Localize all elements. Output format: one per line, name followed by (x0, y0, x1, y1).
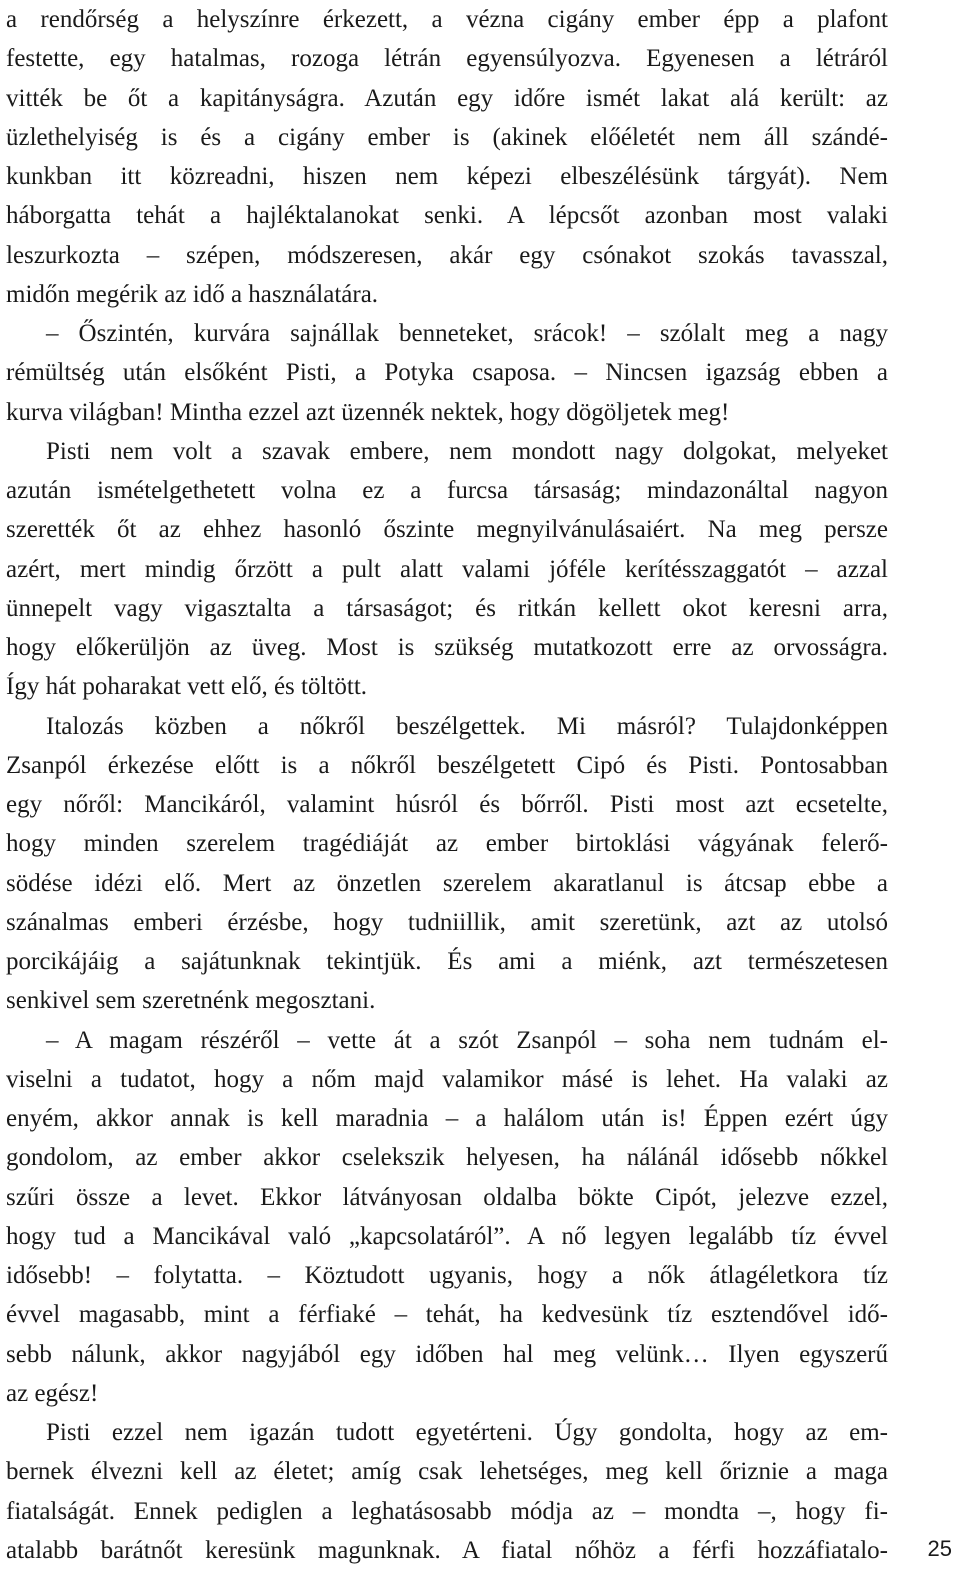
text-line: senkivel sem szeretnénk megosztani. (6, 987, 376, 1015)
text-line: azután ismételgethetett volna ez a furcsa társaság; mindazonáltal nagyon (6, 477, 888, 504)
text-line: festette, egy hatalmas, rozoga létrán egyensúlyozva. Egyenesen a létráról (6, 45, 888, 73)
text-line: szerették őt az ehhez hasonló őszinte megnyilvánulásaiért. Na meg persze (6, 516, 888, 544)
text-line: porcikájáig a sajátunknak tekintjük. És ami a miénk, azt természetesen (6, 948, 888, 975)
text-line: évvel magasabb, mint a férfiaké – tehát, ha kedvesünk tíz esztendővel idő- (6, 1301, 888, 1329)
text-line: södése idézi elő. Mert az önzetlen szerelem akaratlanul is átcsap ebbe a (6, 869, 888, 897)
text-line: atalabb barátnőt keresünk magunknak. A fiatal nőhöz a férfi hozzáfiatalo- (6, 1536, 888, 1564)
text-line: az egész! (6, 1379, 99, 1407)
text-line: rémültség után elsőként Pisti, a Potyka csaposa. – Nincsen igazság ebben a (6, 359, 888, 387)
text-line: hogy minden szerelem tragédiáját az ember birtoklási vágyának felerő- (6, 830, 888, 858)
text-line: hogy előkerüljön az üveg. Most is szükség mutatkozott erre az orvosságra. (6, 634, 888, 661)
text-line: Zsanpól érkezése előtt is a nőkről beszélgetett Cipó és Pisti. Pontosabban (6, 751, 888, 779)
text-line: azért, mert mindig őrzött a pult alatt valami jóféle kerítésszaggatót – azzal (6, 555, 888, 583)
text-line: Italozás közben a nőkről beszélgettek. Mi másról? Tulajdonképpen (46, 712, 888, 740)
text-line: kurva világban! Mintha ezzel azt üzennék nektek, hogy dögöljetek meg! (6, 398, 730, 426)
book-page-text (6, 0, 888, 1570)
text-line: viselni a tudatot, hogy a nőm majd valamikor másé is lehet. Ha valaki az (6, 1065, 888, 1093)
text-line: háborgatta tehát a hajléktalanokat senki. A lépcsőt azonban most valaki (6, 202, 888, 230)
text-line: fiatalságát. Ennek pediglen a leghatásosabb módja az – mondta –, hogy fi- (6, 1497, 888, 1525)
text-line: egy nőről: Mancikáról, valamint húsról és bőrről. Pisti most azt ecsetelte, (6, 791, 888, 818)
text-line: idősebb! – folytatta. – Köztudott ugyanis, hogy a nők átlagéletkora tíz (6, 1262, 888, 1289)
text-line: Pisti nem volt a szavak embere, nem mondott nagy dolgokat, melyeket (46, 437, 888, 465)
text-line: vitték be őt a kapitányságra. Azután egy időre ismét lakat alá került: az (6, 84, 888, 112)
text-line: midőn megérik az idő a használatára. (6, 280, 379, 308)
text-line: Így hát poharakat vett elő, és töltött. (6, 673, 368, 701)
page-number: 25 (927, 1536, 952, 1561)
text-line: leszurkozta – szépen, módszeresen, akár egy csónakot szokás tavasszal, (6, 241, 888, 269)
text-line: enyém, akkor annak is kell maradnia – a halálom után is! Éppen ezért úgy (6, 1105, 888, 1132)
text-line: Pisti ezzel nem igazán tudott egyetérteni. Úgy gondolta, hogy az em- (46, 1419, 888, 1446)
text-line: – Őszintén, kurvára sajnállak benneteket, srácok! – szólalt meg a nagy (46, 320, 888, 347)
text-line: a rendőrség a helyszínre érkezett, a vézna cigány ember épp a plafont (6, 6, 888, 33)
text-line: kunkban itt közreadni, hiszen nem képezi elbeszélésünk tárgyát). Nem (6, 163, 888, 190)
text-line: sebb nálunk, akkor nagyjából egy időben hal meg velünk… Ilyen egyszerű (6, 1340, 888, 1368)
text-line: szánalmas emberi érzésbe, hogy tudniillik, amit szeretünk, azt az utolsó (6, 908, 888, 936)
text-line: gondolom, az ember akkor cselekszik helyesen, ha nálánál idősebb nőkkel (6, 1144, 888, 1172)
text-line: hogy tud a Mancikával való „kapcsolatáról”. A nő legyen legalább tíz évvel (6, 1222, 888, 1250)
text-line: – A magam részéről – vette át a szót Zsanpól – soha nem tudnám el- (46, 1026, 888, 1054)
text-line: szűri össze a levet. Ekkor látványosan oldalba bökte Cipót, jelezve ezzel, (6, 1183, 888, 1211)
text-line: üzlethelyiség is és a cigány ember is (akinek előéletét nem áll szándé- (6, 123, 888, 151)
text-line: bernek élvezni kell az életet; amíg csak lehetséges, meg kell őriznie a maga (6, 1458, 888, 1486)
text-line: ünnepelt vagy vigasztalta a társaságot; és ritkán kellett okot keresni arra, (6, 594, 888, 622)
